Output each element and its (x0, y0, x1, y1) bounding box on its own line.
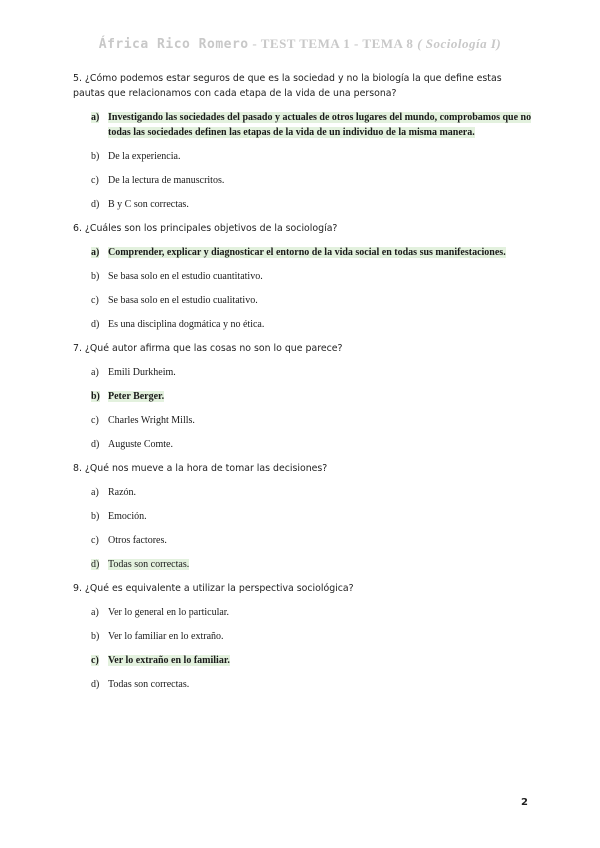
option-letter-text: c) (91, 175, 99, 186)
option-correct (91, 557, 533, 572)
option-letter (91, 485, 108, 500)
option-text-content: Investigando las sociedades del pasado y actuales de otros lugares del mundo, comprobamos que no todas las sociedades definen las etapas de la vida de un individuo de la misma manera. (108, 112, 532, 138)
option-text (108, 269, 533, 284)
option-letter (91, 317, 108, 332)
option-text-content: Otros factores. (108, 535, 167, 546)
option-text-content: Emoción. (108, 511, 147, 522)
options-list (73, 485, 533, 572)
test-content (73, 71, 533, 701)
question-block (73, 71, 533, 212)
option-letter-text: a) (91, 367, 99, 378)
question-text: 8. ¿Qué nos mueve a la hora de tomar las decisiones? (73, 463, 328, 474)
option (91, 173, 533, 188)
option-letter (91, 293, 108, 308)
option-correct (91, 389, 533, 404)
option (91, 605, 533, 620)
option-text (108, 173, 533, 188)
option-text-content: Comprender, explicar y diagnosticar el entorno de la vida social en todas sus manifestaciones. (108, 247, 506, 258)
option-text (108, 629, 533, 644)
option-letter (91, 389, 108, 404)
option (91, 437, 533, 452)
option-text-content: Se basa solo en el estudio cualitativo. (108, 295, 258, 306)
option-letter-text: a) (91, 112, 100, 123)
option-text-content: Razón. (108, 487, 137, 498)
question-text: 6. ¿Cuáles son los principales objetivos de la sociología? (73, 223, 338, 234)
option-letter (91, 245, 108, 260)
page-header (0, 36, 600, 52)
option-letter-text: b) (91, 151, 100, 162)
option (91, 485, 533, 500)
option-letter-text: c) (91, 295, 99, 306)
option-text-content: B y C son correctas. (108, 199, 189, 210)
option-letter (91, 677, 108, 692)
question-text: 5. ¿Cómo podemos estar seguros de que es la sociedad y no la biología la que define estas pautas que relacionamos con cada etapa de la vida de una persona? (73, 73, 502, 99)
option-text (108, 605, 533, 620)
options-list (73, 605, 533, 692)
option-text-content: Ver lo extraño en lo familiar. (108, 655, 230, 666)
option (91, 677, 533, 692)
option-letter-text: d) (91, 319, 100, 330)
option-text-content: Ver lo general en lo particular. (108, 607, 230, 618)
option-letter-text: d) (91, 439, 100, 450)
option-correct (91, 110, 533, 140)
option (91, 293, 533, 308)
option-text (108, 197, 533, 212)
options-list (73, 245, 533, 332)
option-letter-text: c) (91, 655, 99, 666)
option-text-content: Emili Durkheim. (108, 367, 176, 378)
options-list (73, 365, 533, 452)
option-text (108, 485, 533, 500)
option-letter-text: d) (91, 199, 100, 210)
option-text-content: Ver lo familiar en lo extraño. (108, 631, 224, 642)
options-list (73, 110, 533, 212)
option-letter (91, 605, 108, 620)
option (91, 413, 533, 428)
option-text (108, 110, 533, 140)
header-range: TEMA 1 - TEMA 8 (299, 36, 414, 51)
option-text-content: Peter Berger. (108, 391, 165, 402)
option-text (108, 317, 533, 332)
option (91, 533, 533, 548)
option-text (108, 365, 533, 380)
option-letter (91, 269, 108, 284)
question-text: 9. ¿Qué es equivalente a utilizar la perspectiva sociológica? (73, 583, 354, 594)
option (91, 317, 533, 332)
option-text-content: Es una disciplina dogmática y no ética. (108, 319, 265, 330)
option-correct (91, 653, 533, 668)
option-letter (91, 197, 108, 212)
header-separator: - TEST (248, 36, 300, 51)
option-letter (91, 557, 108, 572)
option-letter-text: b) (91, 511, 100, 522)
question-block (73, 461, 533, 572)
option-text-content: Se basa solo en el estudio cuantitativo. (108, 271, 263, 282)
option-letter-text: d) (91, 679, 100, 690)
question-block (73, 221, 533, 332)
option (91, 149, 533, 164)
option-letter (91, 110, 108, 140)
option-text (108, 533, 533, 548)
option (91, 365, 533, 380)
option-text (108, 293, 533, 308)
option-text-content: Todas son correctas. (108, 559, 190, 570)
option-text-content: De la lectura de manuscritos. (108, 175, 225, 186)
option-text-content: De la experiencia. (108, 151, 181, 162)
option-letter-text: a) (91, 487, 99, 498)
option-letter (91, 149, 108, 164)
question-block (73, 581, 533, 692)
option-text (108, 413, 533, 428)
option-text (108, 245, 533, 260)
option-text (108, 149, 533, 164)
option-letter-text: a) (91, 247, 100, 258)
option-letter (91, 437, 108, 452)
option-letter (91, 533, 108, 548)
header-subject: ( Sociología I) (417, 36, 502, 51)
option-text-content: Todas son correctas. (108, 679, 190, 690)
option-text-content: Auguste Comte. (108, 439, 173, 450)
option-letter-text: b) (91, 391, 100, 402)
option-letter-text: c) (91, 535, 99, 546)
question-text: 7. ¿Qué autor afirma que las cosas no son lo que parece? (73, 343, 343, 354)
option (91, 197, 533, 212)
page-number: 2 (521, 797, 528, 808)
option-text (108, 437, 533, 452)
option-letter (91, 653, 108, 668)
option-text (108, 677, 533, 692)
option-text-content: Charles Wright Mills. (108, 415, 195, 426)
option-letter (91, 173, 108, 188)
option-letter-text: b) (91, 271, 100, 282)
option-letter (91, 365, 108, 380)
option (91, 269, 533, 284)
option-letter-text: b) (91, 631, 100, 642)
option-letter (91, 413, 108, 428)
option-letter-text: d) (91, 559, 100, 570)
author-name: África Rico Romero (98, 37, 249, 52)
option-letter-text: a) (91, 607, 99, 618)
option-letter-text: c) (91, 415, 99, 426)
option-text (108, 389, 533, 404)
option-letter (91, 629, 108, 644)
option-text (108, 653, 533, 668)
option (91, 629, 533, 644)
question-block (73, 341, 533, 452)
option-text (108, 557, 533, 572)
option-letter (91, 509, 108, 524)
option-correct (91, 245, 533, 260)
option (91, 509, 533, 524)
option-text (108, 509, 533, 524)
